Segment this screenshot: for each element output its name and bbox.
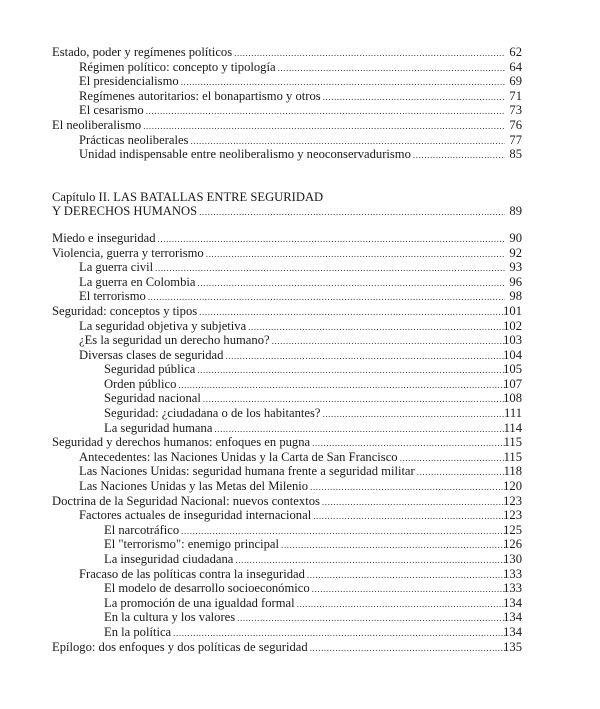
toc-entry[interactable] bbox=[0, 260, 600, 275]
toc-entry-label: Seguridad pública bbox=[104, 362, 196, 377]
dot-leader bbox=[199, 305, 505, 320]
toc-entry-page-number: 101 bbox=[503, 303, 522, 318]
toc-entry-label: Las Naciones Unidas: seguridad humana frente a seguridad militar bbox=[79, 464, 415, 479]
toc-entry-page-number: 130 bbox=[503, 552, 522, 566]
toc-entry[interactable] bbox=[0, 421, 600, 436]
toc-entry-label: Violencia, guerra y terrorismo bbox=[52, 245, 204, 260]
dot-leader bbox=[281, 538, 505, 553]
dot-leader bbox=[312, 436, 505, 451]
toc-entry[interactable] bbox=[0, 640, 600, 655]
toc-entry-page-number: 125 bbox=[503, 522, 522, 537]
toc-entry[interactable] bbox=[0, 60, 600, 75]
toc-entry-label: La inseguridad ciudadana bbox=[104, 552, 234, 566]
dot-leader bbox=[203, 392, 505, 407]
dot-leader bbox=[197, 363, 505, 378]
toc-entry[interactable] bbox=[0, 494, 600, 509]
toc-entry-page-number: 133 bbox=[503, 581, 522, 596]
toc-entry[interactable] bbox=[0, 479, 600, 494]
toc-entry-label: Las Naciones Unidas y las Metas del Milenio bbox=[79, 479, 309, 494]
toc-entry-label: Miedo e inseguridad bbox=[52, 230, 156, 245]
toc-entry-label: El presidencialismo bbox=[79, 74, 179, 89]
toc-entry-label: Seguridad: ¿ciudadana o de los habitantes? bbox=[104, 406, 321, 421]
toc-entry-page-number: 102 bbox=[503, 318, 522, 333]
toc-entry-page-number: 96 bbox=[509, 274, 522, 289]
dot-leader bbox=[312, 582, 505, 597]
toc-entry-label: La guerra en Colombia bbox=[79, 274, 196, 289]
toc-entry-page-number: 105 bbox=[503, 362, 522, 377]
dot-leader bbox=[237, 611, 505, 626]
toc-entry-page-number: 134 bbox=[503, 610, 522, 625]
toc-entry[interactable] bbox=[0, 147, 600, 162]
toc-entry[interactable] bbox=[0, 596, 600, 611]
toc-entry-page-number: 85 bbox=[509, 147, 522, 162]
toc-entry-label: El cesarismo bbox=[79, 103, 144, 118]
toc-entry[interactable] bbox=[0, 45, 600, 60]
dot-leader bbox=[310, 480, 505, 495]
dot-leader bbox=[297, 597, 505, 612]
toc-entry[interactable] bbox=[0, 464, 600, 479]
dot-leader bbox=[248, 320, 505, 335]
toc-entry-page-number: 64 bbox=[509, 59, 522, 74]
toc-entry-page-number: 115 bbox=[503, 435, 522, 450]
dot-leader bbox=[214, 422, 505, 437]
toc-entry[interactable] bbox=[0, 377, 600, 392]
toc-entry[interactable] bbox=[0, 74, 600, 89]
chapter-title-line1: Capítulo II. LAS BATALLAS ENTRE SEGURIDAD bbox=[52, 189, 324, 204]
toc-entry-page-number: 123 bbox=[503, 508, 522, 523]
toc-entry-label: Prácticas neoliberales bbox=[79, 132, 189, 147]
toc-entry-page-number: 123 bbox=[503, 493, 522, 508]
toc-entry-label: El narcotráfico bbox=[104, 522, 180, 537]
table-of-contents bbox=[0, 45, 600, 654]
toc-entry-page-number: 77 bbox=[509, 132, 522, 147]
toc-entry-label: La guerra civil bbox=[79, 260, 154, 275]
toc-entry[interactable] bbox=[0, 552, 600, 567]
toc-entry[interactable] bbox=[0, 275, 600, 290]
toc-entry-page-number: 111 bbox=[504, 406, 522, 421]
toc-entry-label: La promoción de una igualdad formal bbox=[104, 595, 295, 610]
toc-entry[interactable] bbox=[0, 625, 600, 640]
dot-leader bbox=[310, 641, 505, 656]
toc-entry-page-number: 118 bbox=[503, 464, 522, 479]
toc-entry-label: Epílogo: dos enfoques y dos políticas de seguridad bbox=[52, 639, 308, 654]
toc-entry[interactable] bbox=[0, 231, 600, 246]
dot-leader bbox=[155, 261, 505, 276]
toc-entry-page-number: 93 bbox=[509, 260, 522, 275]
dot-leader bbox=[190, 134, 505, 149]
toc-entry-label: ¿Es la seguridad un derecho humano? bbox=[79, 333, 270, 348]
toc-entry-label: Orden público bbox=[104, 376, 177, 391]
toc-entry[interactable] bbox=[0, 523, 600, 538]
toc-entry-page-number: 104 bbox=[503, 347, 522, 362]
dot-leader bbox=[272, 334, 505, 349]
toc-section-2 bbox=[0, 231, 600, 654]
toc-entry-page-number: 108 bbox=[503, 391, 522, 406]
toc-entry-page-number: 92 bbox=[509, 245, 522, 260]
dot-leader bbox=[158, 232, 505, 247]
dot-leader bbox=[234, 46, 505, 61]
toc-entry-page-number: 98 bbox=[509, 289, 522, 304]
toc-entry-label: El neoliberalismo bbox=[52, 117, 142, 132]
dot-leader bbox=[181, 524, 505, 539]
toc-entry-page-number: 69 bbox=[509, 74, 522, 89]
toc-entry-label: Antecedentes: las Naciones Unidas y la Carta de San Francisco bbox=[79, 449, 398, 464]
toc-entry[interactable] bbox=[0, 103, 600, 118]
toc-entry-label: En la política bbox=[104, 624, 172, 639]
dot-leader bbox=[307, 568, 505, 583]
toc-entry[interactable] bbox=[0, 435, 600, 450]
toc-entry-page-number: 126 bbox=[503, 537, 522, 552]
toc-entry-page-number: 120 bbox=[503, 479, 522, 494]
dot-leader bbox=[322, 495, 505, 510]
dot-leader bbox=[206, 247, 505, 262]
toc-entry-label: Doctrina de la Seguridad Nacional: nuevos contextos bbox=[52, 493, 320, 508]
toc-section-1 bbox=[0, 45, 600, 162]
toc-entry-page-number: 107 bbox=[503, 376, 522, 391]
chapter-entry[interactable] bbox=[0, 204, 600, 219]
toc-entry-page-number: 133 bbox=[503, 566, 522, 581]
toc-entry[interactable] bbox=[0, 118, 600, 133]
toc-entry-label: Factores actuales de inseguridad internacional bbox=[79, 508, 312, 523]
toc-entry[interactable] bbox=[0, 508, 600, 523]
dot-leader bbox=[181, 75, 505, 90]
toc-entry[interactable] bbox=[0, 348, 600, 363]
dot-leader bbox=[313, 509, 505, 524]
toc-entry[interactable] bbox=[0, 89, 600, 104]
toc-entry-label: El "terrorismo": enemigo principal bbox=[104, 537, 280, 552]
chapter-heading bbox=[0, 190, 600, 219]
toc-entry-label: Seguridad y derechos humanos: enfoques en pugna bbox=[52, 435, 311, 450]
toc-entry-page-number: 134 bbox=[503, 595, 522, 610]
toc-entry-page-number: 73 bbox=[509, 103, 522, 118]
toc-entry-label: Diversas clases de seguridad bbox=[79, 347, 224, 362]
toc-entry-label: El modelo de desarrollo socioeconómico bbox=[104, 581, 310, 596]
toc-entry[interactable] bbox=[0, 581, 600, 596]
toc-entry-page-number: 135 bbox=[503, 639, 522, 654]
toc-entry-label: El terrorismo bbox=[79, 289, 146, 304]
toc-entry-label: Estado, poder y regímenes políticos bbox=[52, 45, 233, 59]
dot-leader bbox=[178, 378, 505, 393]
toc-entry[interactable] bbox=[0, 319, 600, 334]
toc-entry-page-number: 71 bbox=[509, 88, 522, 103]
chapter-title-line2: Y DERECHOS HUMANOS bbox=[52, 204, 198, 219]
toc-entry[interactable] bbox=[0, 304, 600, 319]
toc-entry-label: Fracaso de las políticas contra la inseguridad bbox=[79, 566, 305, 581]
chapter-page-number: 89 bbox=[509, 204, 522, 219]
dot-leader bbox=[225, 349, 505, 364]
toc-entry[interactable] bbox=[0, 133, 600, 148]
dot-leader bbox=[323, 90, 505, 105]
dot-leader bbox=[235, 553, 505, 568]
toc-entry-page-number: 76 bbox=[509, 117, 522, 132]
toc-entry-label: La seguridad humana bbox=[104, 420, 213, 435]
toc-entry[interactable] bbox=[0, 246, 600, 261]
toc-entry-page-number: 134 bbox=[503, 624, 522, 639]
toc-entry-label: Regímenes autoritarios: el bonapartismo y otros bbox=[79, 88, 321, 103]
dot-leader bbox=[199, 205, 505, 220]
dot-leader bbox=[148, 290, 505, 305]
toc-entry-page-number: 103 bbox=[503, 333, 522, 348]
dot-leader bbox=[146, 104, 505, 119]
dot-leader bbox=[197, 276, 505, 291]
toc-entry[interactable] bbox=[0, 406, 600, 421]
toc-entry[interactable] bbox=[0, 610, 600, 625]
toc-entry[interactable] bbox=[0, 567, 600, 582]
dot-leader bbox=[278, 61, 505, 76]
toc-entry-label: La seguridad objetiva y subjetiva bbox=[79, 318, 247, 333]
toc-entry[interactable] bbox=[0, 537, 600, 552]
toc-entry[interactable] bbox=[0, 362, 600, 377]
toc-entry[interactable] bbox=[0, 333, 600, 348]
toc-entry-page-number: 115 bbox=[503, 449, 522, 464]
toc-entry-label: Seguridad nacional bbox=[104, 391, 201, 406]
toc-entry-page-number: 62 bbox=[509, 45, 522, 59]
toc-entry[interactable] bbox=[0, 450, 600, 465]
toc-entry-label: En la cultura y los valores bbox=[104, 610, 236, 625]
toc-entry-label: Unidad indispensable entre neoliberalismo y neoconservadurismo bbox=[79, 147, 411, 162]
toc-entry[interactable] bbox=[0, 289, 600, 304]
toc-entry[interactable] bbox=[0, 391, 600, 406]
toc-entry-label: Seguridad: conceptos y tipos bbox=[52, 303, 198, 318]
dot-leader bbox=[173, 626, 505, 641]
dot-leader bbox=[143, 119, 505, 134]
toc-entry-page-number: 114 bbox=[503, 420, 522, 435]
toc-entry-label: Régimen político: concepto y tipología bbox=[79, 59, 276, 74]
dot-leader bbox=[322, 407, 505, 422]
toc-entry-page-number: 90 bbox=[509, 230, 522, 245]
